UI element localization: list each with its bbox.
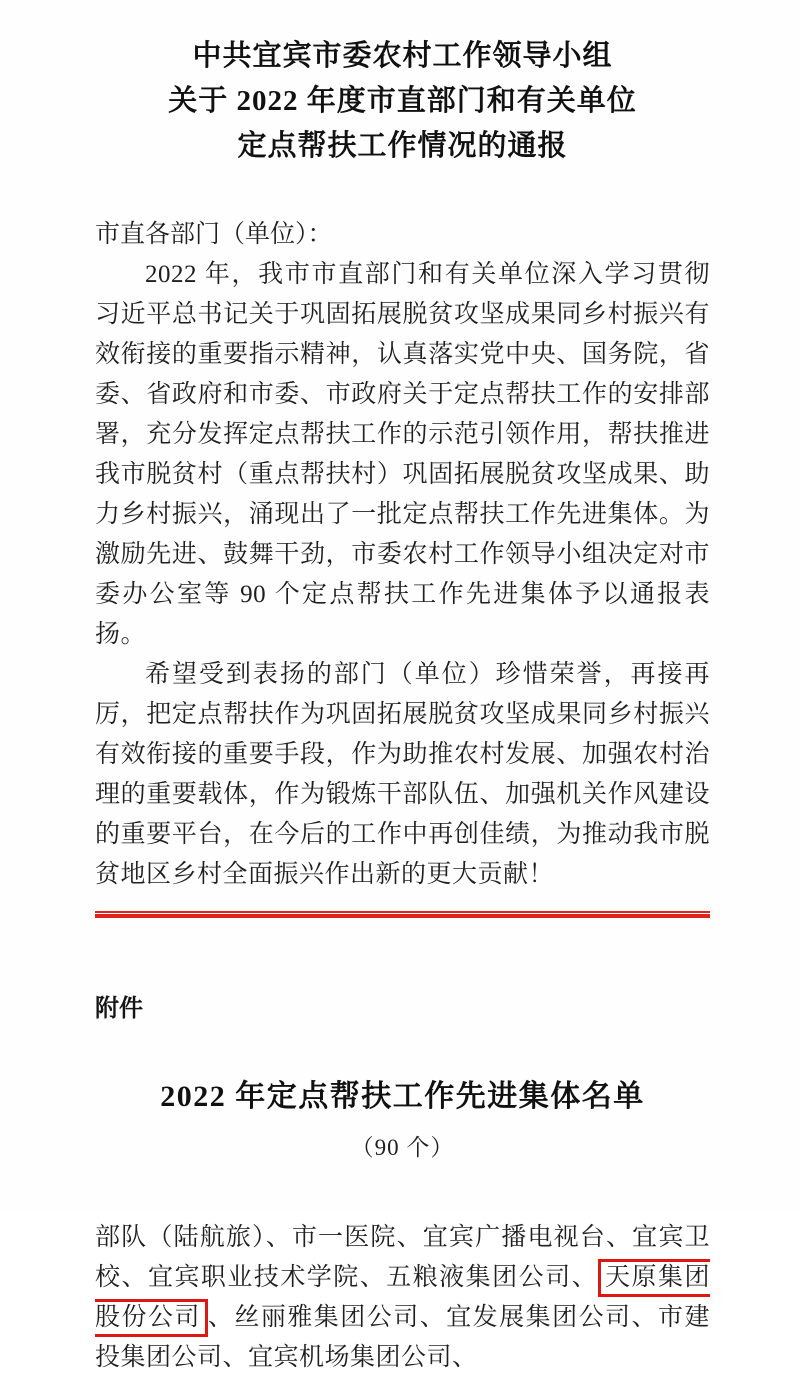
body-paragraph-2: 希望受到表扬的部门（单位）珍惜荣誉，再接再厉，把定点帮扶作为巩固拓展脱贫攻坚成果同乡村振兴有效衔接的重要手段，作为助推农村发展、加强农村治理的重要载体，作为锻炼干部队伍、加强机关作风建设的重要平台，在今后的工作中再创佳绩，为推动我市脱贫地区乡村全面振兴作出新的更大贡献！ [95, 661, 710, 888]
attachment-title: 2022 年定点帮扶工作先进集体名单 [160, 1080, 645, 1113]
advanced-collectives-list [95, 1218, 710, 1378]
red-divider-line [95, 911, 710, 918]
document-title-line-2: 关于 2022 年度市直部门和有关单位 [168, 85, 637, 117]
body-paragraph-1: 2022 年，我市市直部门和有关单位深入学习贯彻习近平总书记关于巩固拓展脱贫攻坚成果同乡村振兴有效衔接的重要指示精神，认真落实党中央、国务院，省委、省政府和市委、市政府关于定点帮扶工作的安排部署，充分发挥定点帮扶工作的示范引领作用，帮扶推进我市脱贫村（重点帮扶村）巩固拓展脱贫攻坚成果、助力乡村振兴，涌现出了一批定点帮扶工作先进集体。为激励先进、鼓舞干劲，市委农村工作领导小组决定对市委办公室等 90 个定点帮扶工作先进集体予以通报表扬。 [95, 261, 710, 648]
attachment-label: 附件 [95, 995, 143, 1022]
list-text-before-highlight: 部队（陆航旅）、市一医院、宜宾广播电视台、宜宾卫校、宜宾职业技术学院、五粮液集团公司、 [95, 1224, 710, 1291]
highlighted-company-red-box: 天原集团股份公司 [95, 1259, 710, 1337]
attachment-count: （90 个） [350, 1135, 455, 1160]
document-title [95, 34, 710, 169]
salutation: 市直各部门（单位）： [95, 221, 333, 248]
document-title-line-3: 定点帮扶工作情况的通报 [237, 130, 568, 162]
list-text-after-highlight: 、丝丽雅集团公司、宜发展集团公司、市建投集团公司、宜宾机场集团公司、 [95, 1304, 710, 1371]
document-title-line-1: 中共宜宾市委农村工作领导小组 [192, 40, 613, 72]
